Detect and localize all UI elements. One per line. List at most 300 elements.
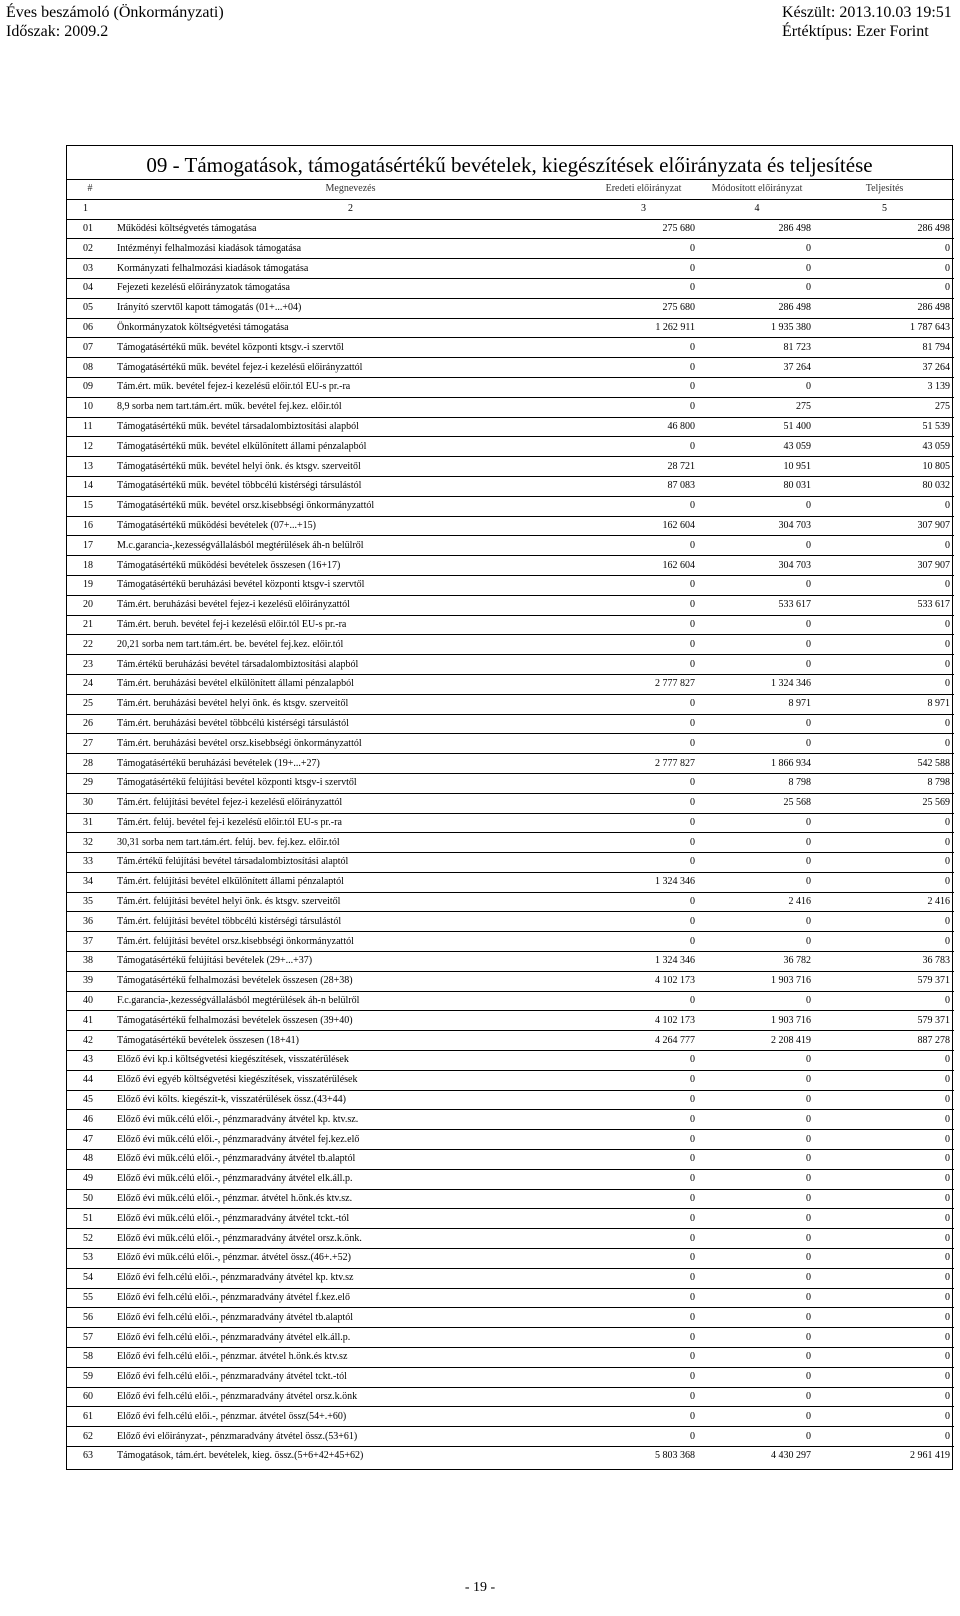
row-label: Előző évi előirányzat-, pénzmaradvány átvétel össz.(53+61) (113, 1427, 588, 1447)
table-row (67, 734, 954, 754)
row-original: 0 (588, 1367, 699, 1387)
row-original: 2 777 827 (588, 674, 699, 694)
table-row (67, 793, 954, 813)
row-original: 0 (588, 1090, 699, 1110)
table-row (67, 971, 954, 991)
table-row (67, 1090, 954, 1110)
table-row (67, 239, 954, 259)
col-index: 3 (588, 199, 699, 219)
row-number: 27 (67, 734, 113, 754)
row-actual: 0 (815, 813, 954, 833)
row-label: Tám.ért. beruházási bevétel helyi önk. és ktsgv. szerveitől (113, 694, 588, 714)
row-original: 0 (588, 595, 699, 615)
row-actual: 2 961 419 (815, 1447, 954, 1466)
row-modified: 0 (699, 1249, 815, 1269)
row-number: 56 (67, 1308, 113, 1328)
row-label: Támogatásértékű felújítási bevétel központi ktsgv-i szervtől (113, 773, 588, 793)
table-row (67, 437, 954, 457)
row-number: 21 (67, 615, 113, 635)
row-number: 17 (67, 536, 113, 556)
row-number: 12 (67, 437, 113, 457)
table-row (67, 1308, 954, 1328)
col-index: 4 (699, 199, 815, 219)
table-row (67, 298, 954, 318)
table-row (67, 754, 954, 774)
table-row (67, 1011, 954, 1031)
row-original: 0 (588, 1348, 699, 1368)
row-label: Tám.ért. felújítási bevétel elkülönített állami pénzalaptól (113, 872, 588, 892)
row-actual: 0 (815, 1387, 954, 1407)
table-title: 09 - Támogatások, támogatásértékű bevételek, kiegészítések előirányzata és teljesítése (146, 153, 873, 177)
row-actual: 37 264 (815, 358, 954, 378)
row-actual: 0 (815, 1348, 954, 1368)
row-actual: 2 416 (815, 892, 954, 912)
row-original: 0 (588, 338, 699, 358)
row-number: 41 (67, 1011, 113, 1031)
row-original: 0 (588, 1427, 699, 1447)
row-original: 4 102 173 (588, 971, 699, 991)
row-original: 87 083 (588, 476, 699, 496)
table-row (67, 1070, 954, 1090)
row-original: 0 (588, 932, 699, 952)
row-label: Előző évi költs. kiegészít-k, visszatérülések össz.(43+44) (113, 1090, 588, 1110)
row-actual: 0 (815, 1130, 954, 1150)
row-number: 16 (67, 516, 113, 536)
table-row (67, 932, 954, 952)
table-row (67, 1249, 954, 1269)
table-row (67, 377, 954, 397)
row-number: 36 (67, 912, 113, 932)
row-actual: 51 539 (815, 417, 954, 437)
row-actual: 0 (815, 1427, 954, 1447)
row-modified: 0 (699, 1288, 815, 1308)
row-number: 48 (67, 1150, 113, 1170)
row-number: 19 (67, 575, 113, 595)
row-label: Előző évi felh.célú elői.-, pénzmaradvány átvétel tckt.-tól (113, 1367, 588, 1387)
row-modified: 0 (699, 853, 815, 873)
row-label: Előző évi kp.i költségvetési kiegészítések, visszatérülések (113, 1051, 588, 1071)
row-original: 275 680 (588, 298, 699, 318)
row-modified: 1 866 934 (699, 754, 815, 774)
row-original: 162 604 (588, 556, 699, 576)
table-row (67, 397, 954, 417)
table-row (67, 1387, 954, 1407)
row-number: 03 (67, 259, 113, 279)
row-modified: 1 935 380 (699, 318, 815, 338)
row-original: 0 (588, 358, 699, 378)
row-actual: 0 (815, 872, 954, 892)
table-row (67, 338, 954, 358)
row-original: 162 604 (588, 516, 699, 536)
row-original: 0 (588, 714, 699, 734)
row-number: 42 (67, 1031, 113, 1051)
row-original: 0 (588, 1110, 699, 1130)
row-actual: 0 (815, 536, 954, 556)
row-number: 15 (67, 496, 113, 516)
row-label: Támogatásértékű műk. bevétel elkülönített állami pénzalapból (113, 437, 588, 457)
table-row (67, 773, 954, 793)
row-original: 0 (588, 1070, 699, 1090)
row-modified: 1 903 716 (699, 971, 815, 991)
table-row (67, 1031, 954, 1051)
row-number: 61 (67, 1407, 113, 1427)
row-label: Előző évi műk.célú elői.-, pénzmaradvány átvétel fej.kez.elő (113, 1130, 588, 1150)
row-label: Előző évi felh.célú elői.-, pénzmaradvány átvétel kp. ktv.sz (113, 1268, 588, 1288)
row-label: Előző évi felh.célú elői.-, pénzmaradvány átvétel f.kez.elő (113, 1288, 588, 1308)
row-original: 0 (588, 496, 699, 516)
row-label: M.c.garancia-,kezességvállalásból megtérülések áh-n belülről (113, 536, 588, 556)
row-label: Tám.ért. felújítási bevétel fejez-i kezelésű előirányzattól (113, 793, 588, 813)
row-number: 07 (67, 338, 113, 358)
row-label: Előző évi műk.célú elői.-, pénzmaradvány átvétel elk.áll.p. (113, 1169, 588, 1189)
row-label: Tám.ért. beruházási bevétel többcélú kistérségi társulástól (113, 714, 588, 734)
table-row (67, 1189, 954, 1209)
row-actual: 10 805 (815, 457, 954, 477)
table-row (67, 635, 954, 655)
row-label: Tám.ért. beruházási bevétel orsz.kisebbségi önkormányzattól (113, 734, 588, 754)
row-actual: 533 617 (815, 595, 954, 615)
row-actual: 307 907 (815, 516, 954, 536)
row-number: 38 (67, 952, 113, 972)
row-number: 02 (67, 239, 113, 259)
row-actual: 36 783 (815, 952, 954, 972)
row-number: 29 (67, 773, 113, 793)
row-actual: 0 (815, 1150, 954, 1170)
table-row (67, 615, 954, 635)
row-label: Támogatásértékű bevételek összesen (18+41) (113, 1031, 588, 1051)
table-row (67, 1051, 954, 1071)
row-modified: 0 (699, 872, 815, 892)
row-number: 20 (67, 595, 113, 615)
row-actual: 0 (815, 615, 954, 635)
row-number: 55 (67, 1288, 113, 1308)
row-actual: 43 059 (815, 437, 954, 457)
row-modified: 275 (699, 397, 815, 417)
table-row (67, 556, 954, 576)
row-number: 45 (67, 1090, 113, 1110)
row-modified: 304 703 (699, 556, 815, 576)
row-label: Előző évi műk.célú elői.-, pénzmaradvány átvétel kp. ktv.sz. (113, 1110, 588, 1130)
row-label: Támogatásértékű működési bevételek összesen (16+17) (113, 556, 588, 576)
row-actual: 887 278 (815, 1031, 954, 1051)
row-number: 33 (67, 853, 113, 873)
table-row (67, 1407, 954, 1427)
row-modified: 8 798 (699, 773, 815, 793)
row-number: 11 (67, 417, 113, 437)
row-number: 08 (67, 358, 113, 378)
row-number: 63 (67, 1447, 113, 1466)
row-label: Előző évi egyéb költségvetési kiegészítések, visszatérülések (113, 1070, 588, 1090)
row-actual: 0 (815, 1051, 954, 1071)
table-row (67, 1130, 954, 1150)
row-number: 39 (67, 971, 113, 991)
row-number: 37 (67, 932, 113, 952)
row-modified: 2 208 419 (699, 1031, 815, 1051)
row-actual: 0 (815, 1407, 954, 1427)
row-label: Előző évi felh.célú elői.-, pénzmar. átvétel össz(54+.+60) (113, 1407, 588, 1427)
row-modified: 533 617 (699, 595, 815, 615)
row-actual: 0 (815, 734, 954, 754)
row-modified: 2 416 (699, 892, 815, 912)
col-header-num: # (67, 180, 113, 200)
row-original: 0 (588, 397, 699, 417)
row-original: 1 324 346 (588, 952, 699, 972)
row-original: 0 (588, 892, 699, 912)
row-label: Támogatásértékű műk. bevétel többcélú kistérségi társulástól (113, 476, 588, 496)
row-label: Előző évi felh.célú elői.-, pénzmaradvány átvétel orsz.k.önk (113, 1387, 588, 1407)
row-number: 25 (67, 694, 113, 714)
row-number: 28 (67, 754, 113, 774)
row-modified: 286 498 (699, 219, 815, 239)
row-original: 4 102 173 (588, 1011, 699, 1031)
row-label: Támogatásértékű műk. bevétel orsz.kisebbségi önkormányzattól (113, 496, 588, 516)
row-label: Tám.ért. beruházási bevétel elkülönített állami pénzalapból (113, 674, 588, 694)
row-modified: 0 (699, 377, 815, 397)
table-row (67, 358, 954, 378)
row-label: 30,31 sorba nem tart.tám.ért. felúj. bev. fej.kez. előir.tól (113, 833, 588, 853)
row-modified: 80 031 (699, 476, 815, 496)
row-number: 46 (67, 1110, 113, 1130)
row-original: 0 (588, 793, 699, 813)
row-number: 09 (67, 377, 113, 397)
table-row (67, 1367, 954, 1387)
row-original: 0 (588, 1051, 699, 1071)
row-label: Önkormányzatok költségvetési támogatása (113, 318, 588, 338)
row-original: 0 (588, 536, 699, 556)
row-modified: 25 568 (699, 793, 815, 813)
row-modified: 37 264 (699, 358, 815, 378)
row-number: 22 (67, 635, 113, 655)
row-modified: 4 430 297 (699, 1447, 815, 1466)
table-row (67, 1209, 954, 1229)
row-number: 10 (67, 397, 113, 417)
row-label: Tám.ért. felújítási bevétel orsz.kisebbségi önkormányzattól (113, 932, 588, 952)
row-original: 0 (588, 694, 699, 714)
row-modified: 286 498 (699, 298, 815, 318)
row-original: 0 (588, 1209, 699, 1229)
row-number: 52 (67, 1229, 113, 1249)
row-modified: 0 (699, 496, 815, 516)
row-number: 24 (67, 674, 113, 694)
row-label: Tám.ért. műk. bevétel fejez-i kezelésű előir.tól EU-s pr.-ra (113, 377, 588, 397)
table-row (67, 912, 954, 932)
row-number: 05 (67, 298, 113, 318)
row-actual: 0 (815, 932, 954, 952)
row-number: 23 (67, 655, 113, 675)
row-modified: 0 (699, 912, 815, 932)
row-label: Támogatásértékű műk. bevétel központi ktsgv.-i szervtől (113, 338, 588, 358)
row-actual: 0 (815, 1209, 954, 1229)
table-row (67, 674, 954, 694)
table-row (67, 714, 954, 734)
row-modified: 0 (699, 1070, 815, 1090)
row-number: 51 (67, 1209, 113, 1229)
row-original: 0 (588, 1288, 699, 1308)
row-label: Működési költségvetés támogatása (113, 219, 588, 239)
report-type: Éves beszámoló (Önkormányzati) (6, 4, 224, 21)
table-row (67, 1268, 954, 1288)
created-timestamp: Készült: 2013.10.03 19:51 (782, 4, 952, 21)
row-label: Támogatásértékű felhalmozási bevételek összesen (28+38) (113, 971, 588, 991)
row-label: Támogatásértékű műk. bevétel helyi önk. és ktsgv. szerveitől (113, 457, 588, 477)
column-header-row (67, 180, 954, 200)
row-number: 30 (67, 793, 113, 813)
row-label: Előző évi műk.célú elői.-, pénzmaradvány átvétel orsz.k.önk. (113, 1229, 588, 1249)
row-actual: 0 (815, 991, 954, 1011)
row-number: 54 (67, 1268, 113, 1288)
table-row (67, 1427, 954, 1447)
row-number: 62 (67, 1427, 113, 1447)
table-row (67, 575, 954, 595)
row-label: Előző évi felh.célú elői.-, pénzmaradvány átvétel tb.alaptól (113, 1308, 588, 1328)
row-label: Tám.értékű beruházási bevétel társadalombiztosítási alapból (113, 655, 588, 675)
col-index: 1 (67, 199, 113, 219)
row-modified: 0 (699, 259, 815, 279)
column-index-row (67, 199, 954, 219)
row-actual: 0 (815, 853, 954, 873)
table-row (67, 655, 954, 675)
row-label: Tám.ért. beruházási bevétel fejez-i kezelésű előirányzattól (113, 595, 588, 615)
row-actual: 0 (815, 655, 954, 675)
table-row (67, 991, 954, 1011)
page-number: - 19 - (464, 1580, 496, 1595)
row-modified: 1 903 716 (699, 1011, 815, 1031)
row-number: 01 (67, 219, 113, 239)
row-modified: 0 (699, 1169, 815, 1189)
table-row (67, 1348, 954, 1368)
table-row (67, 1110, 954, 1130)
row-label: Előző évi műk.célú elői.-, pénzmaradvány átvétel tckt.-tól (113, 1209, 588, 1229)
row-label: Előző évi műk.célú elői.-, pénzmar. átvétel h.önk.és ktv.sz. (113, 1189, 588, 1209)
row-original: 0 (588, 991, 699, 1011)
row-label: Támogatások, tám.ért. bevételek, kieg. össz.(5+6+42+45+62) (113, 1447, 588, 1466)
row-original: 2 777 827 (588, 754, 699, 774)
row-modified: 0 (699, 1189, 815, 1209)
row-actual: 81 794 (815, 338, 954, 358)
col-index: 2 (113, 199, 588, 219)
row-modified: 0 (699, 1427, 815, 1447)
row-modified: 0 (699, 536, 815, 556)
row-number: 57 (67, 1328, 113, 1348)
row-actual: 0 (815, 239, 954, 259)
row-modified: 0 (699, 278, 815, 298)
row-original: 0 (588, 259, 699, 279)
row-label: Előző évi felh.célú elői.-, pénzmaradvány átvétel elk.áll.p. (113, 1328, 588, 1348)
row-actual: 286 498 (815, 219, 954, 239)
row-original: 0 (588, 239, 699, 259)
table-row (67, 1150, 954, 1170)
row-label: Tám.ért. felúj. bevétel fej-i kezelésű előir.tól EU-s pr.-ra (113, 813, 588, 833)
row-actual: 0 (815, 1110, 954, 1130)
table-row (67, 1447, 954, 1466)
row-modified: 0 (699, 714, 815, 734)
value-type: Értéktípus: Ezer Forint (782, 23, 929, 40)
table-row (67, 476, 954, 496)
table-row (67, 536, 954, 556)
row-original: 5 803 368 (588, 1447, 699, 1466)
row-number: 31 (67, 813, 113, 833)
table-row (67, 952, 954, 972)
table-row (67, 1288, 954, 1308)
row-actual: 3 139 (815, 377, 954, 397)
row-original: 0 (588, 1249, 699, 1269)
row-number: 35 (67, 892, 113, 912)
row-original: 0 (588, 912, 699, 932)
row-modified: 304 703 (699, 516, 815, 536)
report-table-frame (66, 145, 953, 1470)
row-actual: 0 (815, 575, 954, 595)
row-modified: 0 (699, 1407, 815, 1427)
row-original: 0 (588, 278, 699, 298)
table-row (67, 892, 954, 912)
row-modified: 0 (699, 1051, 815, 1071)
row-actual: 0 (815, 1328, 954, 1348)
row-actual: 286 498 (815, 298, 954, 318)
row-original: 0 (588, 655, 699, 675)
row-actual: 542 588 (815, 754, 954, 774)
row-modified: 0 (699, 635, 815, 655)
row-original: 0 (588, 833, 699, 853)
row-actual: 8 798 (815, 773, 954, 793)
row-actual: 0 (815, 1229, 954, 1249)
row-number: 58 (67, 1348, 113, 1368)
row-number: 26 (67, 714, 113, 734)
row-modified: 0 (699, 239, 815, 259)
table-row (67, 595, 954, 615)
row-actual: 0 (815, 1169, 954, 1189)
table-row (67, 417, 954, 437)
row-original: 275 680 (588, 219, 699, 239)
row-actual: 8 971 (815, 694, 954, 714)
row-actual: 80 032 (815, 476, 954, 496)
row-original: 0 (588, 377, 699, 397)
table-row (67, 1169, 954, 1189)
row-actual: 275 (815, 397, 954, 417)
row-actual: 0 (815, 1189, 954, 1209)
row-actual: 0 (815, 912, 954, 932)
table-row (67, 516, 954, 536)
row-modified: 0 (699, 1229, 815, 1249)
row-modified: 0 (699, 1348, 815, 1368)
col-index: 5 (815, 199, 954, 219)
row-label: Fejezeti kezelésű előirányzatok támogatása (113, 278, 588, 298)
row-actual: 307 907 (815, 556, 954, 576)
table-row (67, 219, 954, 239)
row-modified: 0 (699, 734, 815, 754)
table-row (67, 278, 954, 298)
row-label: Tám.ért. beruh. bevétel fej-i kezelésű előir.tól EU-s pr.-ra (113, 615, 588, 635)
row-number: 34 (67, 872, 113, 892)
row-original: 4 264 777 (588, 1031, 699, 1051)
row-number: 18 (67, 556, 113, 576)
row-modified: 0 (699, 655, 815, 675)
row-label: 8,9 sorba nem tart.tám.ért. műk. bevétel fej.kez. előir.tól (113, 397, 588, 417)
row-actual: 0 (815, 635, 954, 655)
table-row (67, 853, 954, 873)
row-modified: 0 (699, 1308, 815, 1328)
row-label: Intézményi felhalmozási kiadások támogatása (113, 239, 588, 259)
row-label: Támogatásértékű beruházási bevételek (19+...+27) (113, 754, 588, 774)
col-header-original: Eredeti előirányzat (588, 180, 699, 200)
row-modified: 1 324 346 (699, 674, 815, 694)
row-label: Előző évi felh.célú elői.-, pénzmar. átvétel h.önk.és ktv.sz (113, 1348, 588, 1368)
report-period: Időszak: 2009.2 (6, 23, 109, 40)
row-actual: 25 569 (815, 793, 954, 813)
row-modified: 0 (699, 1367, 815, 1387)
row-modified: 0 (699, 813, 815, 833)
table-row (67, 694, 954, 714)
row-modified: 0 (699, 1090, 815, 1110)
